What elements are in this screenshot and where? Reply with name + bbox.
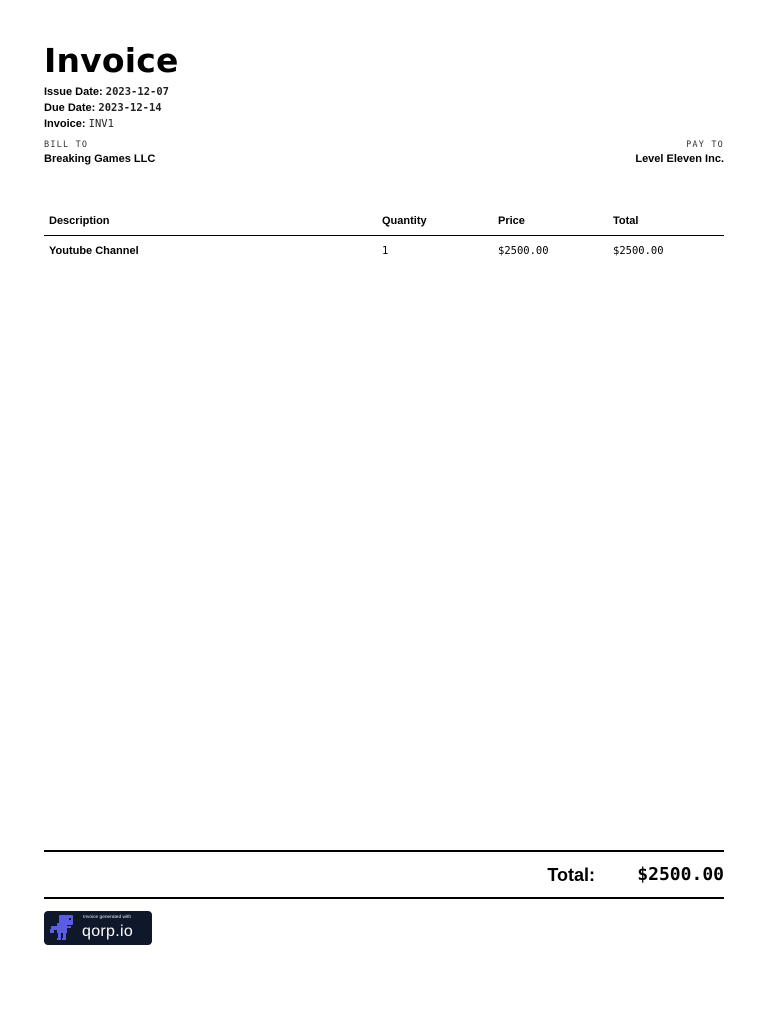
column-header-quantity: Quantity: [382, 215, 427, 227]
due-date-value: 2023-12-14: [98, 102, 162, 114]
row-total: $2500.00: [613, 245, 664, 257]
column-header-description: Description: [49, 215, 110, 227]
table-row: [44, 242, 724, 262]
badge-brand: qorp.io: [82, 923, 134, 940]
row-price: $2500.00: [498, 245, 549, 257]
invoice-page: [44, 0, 724, 1024]
badge-caption: Invoice generated with: [83, 915, 131, 920]
pay-to-name: Level Eleven Inc.: [635, 153, 724, 165]
issue-date-value: 2023-12-07: [105, 86, 169, 98]
total-value: $2500.00: [637, 864, 724, 885]
items-table-header: [44, 212, 724, 236]
issue-date-label: Issue Date:: [44, 86, 103, 98]
column-header-price: Price: [498, 215, 525, 227]
row-quantity: 1: [382, 245, 389, 257]
bill-to-caption: BILL TO: [44, 140, 89, 150]
issue-date-line: [44, 85, 169, 99]
invoice-number-label: Invoice:: [44, 118, 86, 130]
invoice-title: Invoice: [44, 41, 179, 80]
column-header-total: Total: [613, 215, 639, 227]
total-top-divider: [44, 850, 724, 852]
due-date-line: [44, 101, 162, 115]
pay-to-caption: PAY TO: [686, 140, 724, 150]
row-description: Youtube Channel: [49, 245, 139, 257]
qorp-badge-link[interactable]: [44, 911, 152, 945]
dinosaur-logo-icon: [49, 914, 79, 942]
total-bottom-divider: [44, 897, 724, 899]
invoice-number-value: INV1: [88, 118, 114, 130]
invoice-number-line: [44, 117, 114, 131]
bill-to-name: Breaking Games LLC: [44, 153, 156, 165]
total-label: Total:: [547, 865, 595, 885]
due-date-label: Due Date:: [44, 102, 96, 114]
